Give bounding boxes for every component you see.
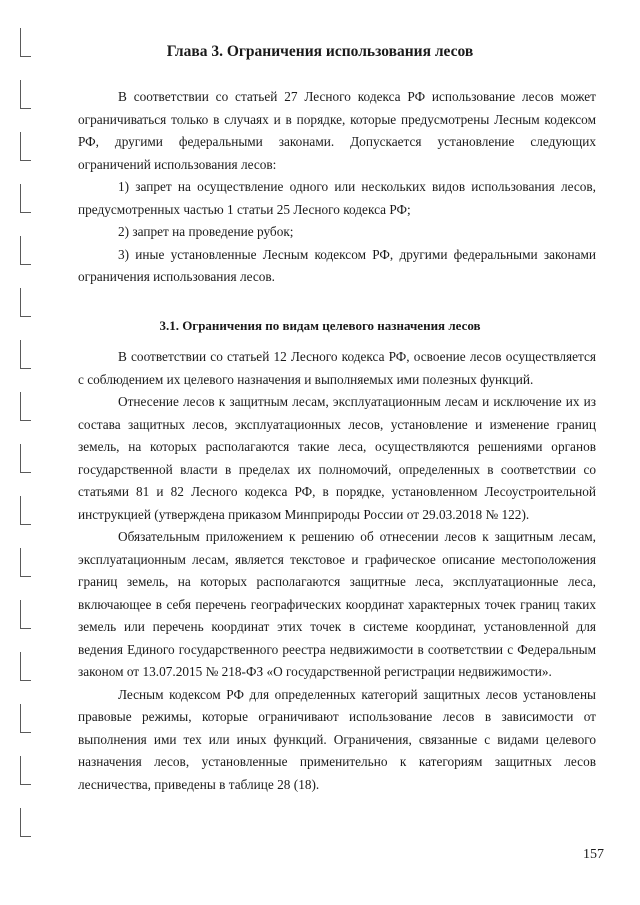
binding-mark <box>20 340 31 369</box>
binding-mark <box>20 80 31 109</box>
section-title: 3.1. Ограничения по видам целевого назначения лесов <box>159 318 481 333</box>
binding-mark <box>20 756 31 785</box>
paragraph: Обязательным приложением к решению об отнесении лесов к защитным лесам, эксплуатационным лесам, является текстовое и графическое описание местоположения границ земель, на которых располагаются защитные леса, эксплуатационные леса, включающее в себя перечень географических координат характерных точек границ таких земель или перечень координат этих точек в системе координат, установленной для ведения Единого государственного реестра недвижимости в соответствии с Федеральным законом от 13.07.2015 № 218-ФЗ «О государственной регистрации недвижимости». <box>78 529 596 679</box>
paragraph: В соответствии со статьей 12 Лесного кодекса РФ, освоение лесов осуществляется с соблюдением их целевого назначения и выполняемых ими полезных функций. <box>78 349 596 387</box>
binding-mark <box>20 132 31 161</box>
binding-mark <box>20 288 31 317</box>
list-item: 2) запрет на проведение рубок; <box>118 224 294 239</box>
paragraph: Отнесение лесов к защитным лесам, эксплуатационным лесам и исключение их из состава защитных лесов, эксплуатационных лесов, установление и изменение границ земель, на которых располагаются такие леса, осуществляются решениями органов государственной власти в пределах их полномочий, определенных в соответствии со статьями 81 и 82 Лесного кодекса РФ, в порядке, установленном Лесоустроительной инструкцией (утверждена приказом Минприроды России от 29.03.2018 № 122). <box>78 394 596 522</box>
binding-mark <box>20 236 31 265</box>
paragraph: Лесным кодексом РФ для определенных категорий защитных лесов установлены правовые режимы, которые ограничивают использование лесов в зависимости от выполнения ими тех или иных функций. Ограничения, связанные с видами целевого назначения лесов, установленные применительно к категориям защитных лесов лесничества, приведены в таблице 28 (18). <box>78 686 596 792</box>
binding-mark <box>20 600 31 629</box>
binding-mark <box>20 184 31 213</box>
binding-mark <box>20 444 31 473</box>
binding-mark <box>20 652 31 681</box>
binding-mark <box>20 496 31 525</box>
binding-mark <box>20 704 31 733</box>
list-item: 3) иные установленные Лесным кодексом РФ, другими федеральными законами ограничения использования лесов. <box>78 246 596 284</box>
binding-mark <box>20 392 31 421</box>
binding-mark <box>20 548 31 577</box>
chapter-title: Глава 3. Ограничения использования лесов <box>166 43 474 60</box>
intro-block <box>78 86 596 289</box>
intro-paragraph: В соответствии со статьей 27 Лесного кодекса РФ использование лесов может ограничиваться только в случаях и в порядке, которые предусмотрены Лесным кодексом РФ, другими федеральными законами. Допускается установление следующих ограничений использования лесов: <box>78 89 596 172</box>
binding-marks <box>20 28 34 878</box>
section-body <box>78 346 596 796</box>
page-number: 157 <box>583 847 604 862</box>
list-item: 1) запрет на осуществление одного или нескольких видов использования лесов, предусмотренных частью 1 статьи 25 Лесного кодекса РФ; <box>78 179 596 217</box>
binding-mark <box>20 808 31 837</box>
